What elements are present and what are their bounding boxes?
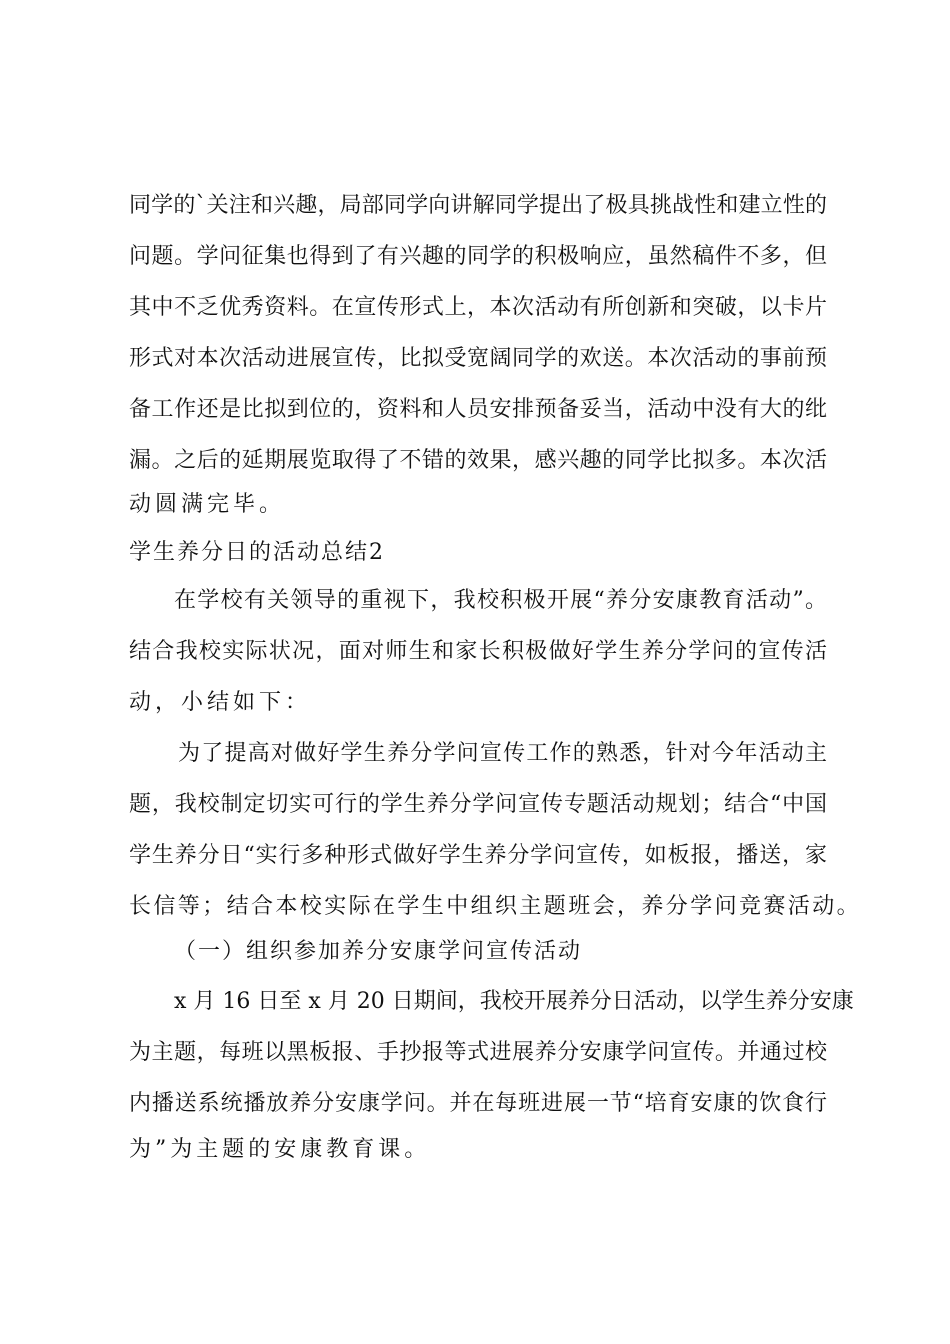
line-text: 结合我校实际状况，面对师生和家长积极做好学生养分学问的宣传活: [129, 639, 827, 664]
body-line: [0, 678, 950, 728]
line-text: x 月 16 日至 x 月 20 日期间，我校开展养分日活动，以学生养分安康: [174, 989, 854, 1014]
line-text: 内播送系统播放养分安康学问。并在每班进展一节“培育安康的饮食行: [129, 1091, 827, 1116]
body-line: [0, 232, 950, 282]
line-text: 同学的`关注和兴趣，局部同学向讲解同学提出了极具挑战性和建立性的: [129, 193, 827, 218]
heading-text: 学生养分日的活动总结2: [129, 540, 385, 565]
body-line: [0, 334, 950, 384]
sub-heading-text: （一）组织参加养分安康学问宣传活动: [174, 939, 583, 964]
body-line: [0, 729, 950, 779]
line-text: 动圆满完毕。: [129, 492, 286, 517]
body-line: [0, 1079, 950, 1129]
body-line: [0, 831, 950, 881]
body-line: [0, 977, 950, 1027]
section-heading: [0, 528, 950, 578]
line-text: 形式对本次活动进展宣传，比拟受宽阔同学的欢送。本次活动的事前预: [129, 346, 827, 371]
body-line: [0, 283, 950, 333]
line-text: 学生养分日“实行多种形式做好学生养分学问宣传，如板报，播送，家: [129, 843, 827, 868]
line-text: 备工作还是比拟到位的，资料和人员安排预备妥当，活动中没有大的纰: [129, 397, 827, 422]
body-line: [0, 385, 950, 435]
line-text: 其中不乏优秀资料。在宣传形式上，本次活动有所创新和突破，以卡片: [129, 295, 827, 320]
line-text: 为”为主题的安康教育课。: [129, 1137, 431, 1162]
line-text: 在学校有关领导的重视下，我校积极开展“养分安康教育活动”。: [174, 588, 827, 613]
body-line: [0, 1028, 950, 1078]
body-line: [0, 1125, 950, 1175]
line-text: 动，小结如下：: [129, 690, 312, 715]
body-line: [0, 627, 950, 677]
line-text: 长信等；结合本校实际在学生中组织主题班会，养分学问竞赛活动。: [129, 894, 862, 919]
body-line: [0, 181, 950, 231]
body-line: [0, 436, 950, 486]
line-text: 为了提高对做好学生养分学问宣传工作的熟悉，针对今年活动主: [178, 741, 827, 766]
body-line: [0, 480, 950, 530]
line-text: 漏。之后的延期展览取得了不错的效果，感兴趣的同学比拟多。本次活: [129, 448, 827, 473]
line-text: 题，我校制定切实可行的学生养分学问宣传专题活动规划；结合“中国: [129, 792, 827, 817]
body-line: [0, 576, 950, 626]
body-line: [0, 780, 950, 830]
line-text: 为主题，每班以黑板报、手抄报等式进展养分安康学问宣传。并通过校: [129, 1040, 827, 1065]
line-text: 问题。学问征集也得到了有兴趣的同学的积极响应，虽然稿件不多，但: [129, 244, 827, 269]
sub-heading: [0, 927, 950, 977]
body-line: [0, 882, 950, 932]
